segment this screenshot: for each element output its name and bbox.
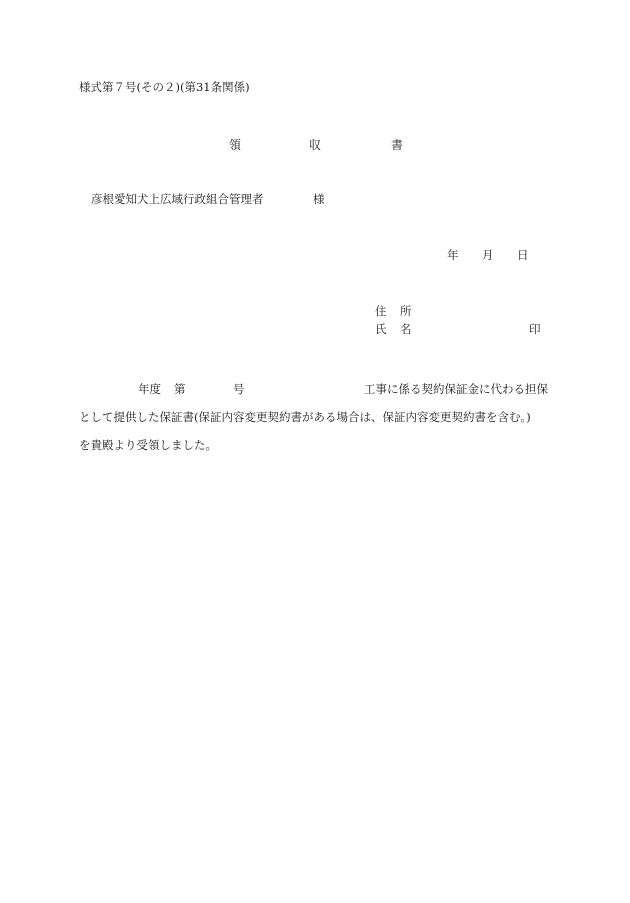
name-label-char-1: 氏 <box>375 322 387 336</box>
body-number-prefix: 第 <box>174 382 186 396</box>
title-char-2: 収 <box>309 138 322 152</box>
addressee-honorific: 様 <box>313 192 325 206</box>
body-fiscal-year-label: 年度 <box>138 382 161 396</box>
address-label-char-1: 住 <box>375 304 387 318</box>
addressee-name: 彦根愛知犬上広域行政組合管理者 <box>91 192 264 206</box>
name-label-char-2: 名 <box>400 322 412 336</box>
title-char-1: 領 <box>229 138 242 152</box>
title-char-3: 書 <box>391 138 404 152</box>
body-line-2: として提供した保証書(保証内容変更契約書がある場合は、保証内容変更契約書を含む。) <box>79 410 531 424</box>
form-number: 様式第７号(その２)(第31条関係) <box>79 80 250 94</box>
date-day-label: 日 <box>517 248 529 262</box>
body-line-1-text: 工事に係る契約保証金に代わる担保 <box>364 382 548 396</box>
body-number-suffix: 号 <box>233 382 245 396</box>
seal-mark: 印 <box>529 322 541 336</box>
body-line-3: を貴殿より受領しました。 <box>79 438 217 452</box>
date-year-label: 年 <box>447 248 459 262</box>
date-month-label: 月 <box>482 248 494 262</box>
address-label-char-2: 所 <box>400 304 412 318</box>
